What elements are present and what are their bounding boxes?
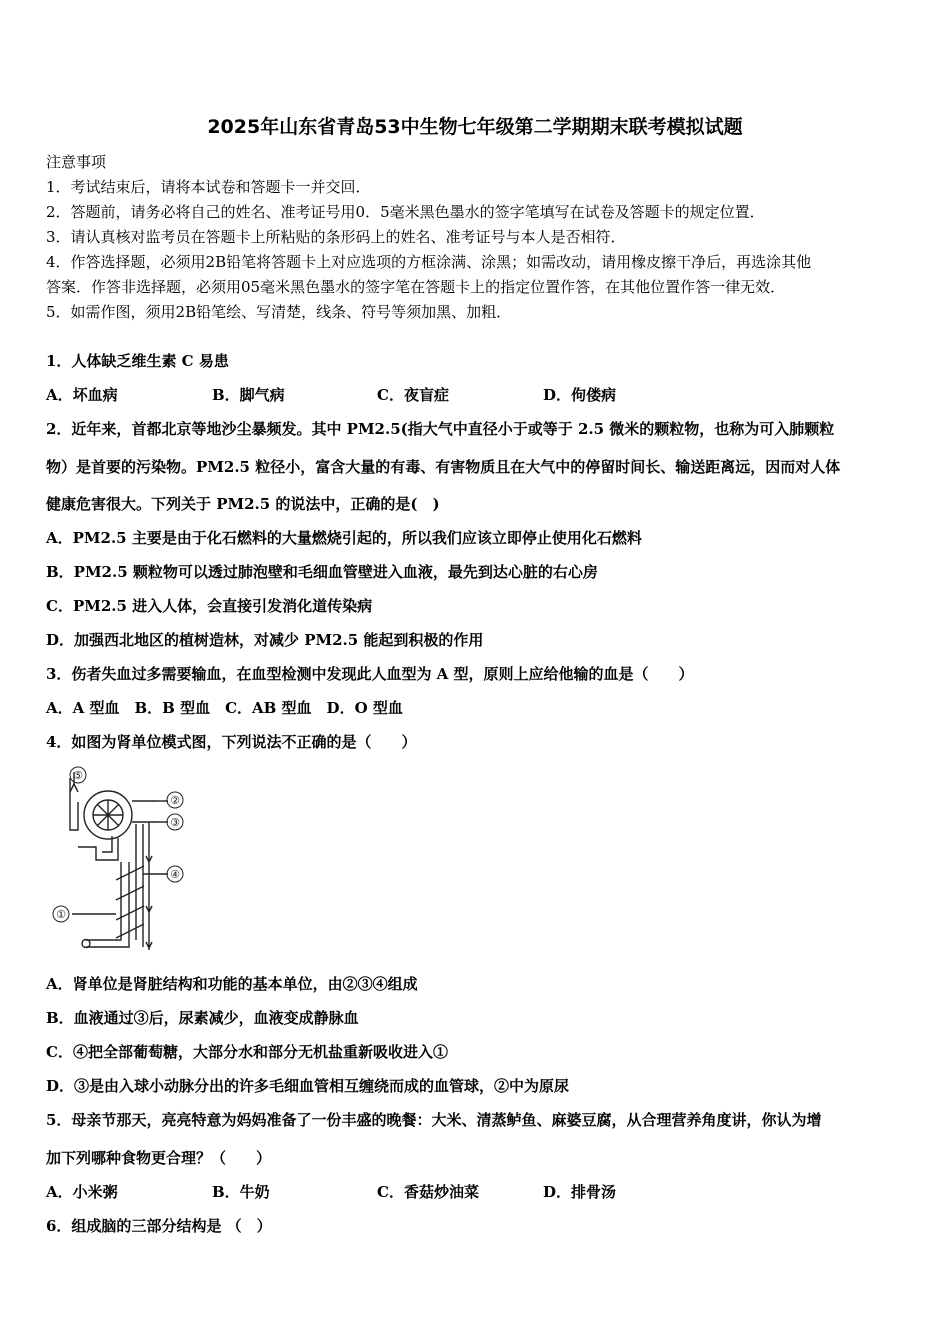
q4-option-d[interactable]: D．③是由入球小动脉分出的许多毛细血管相互缠绕而成的血管球，②中为原尿 — [46, 1077, 570, 1095]
q2-option-c[interactable]: C．PM2.5 进入人体，会直接引发消化道传染病 — [46, 597, 373, 615]
figure-label: ① — [56, 908, 66, 921]
q5-option-a[interactable]: A．小米粥 — [46, 1183, 118, 1201]
notice-item: 3．请认真核对监考员在答题卡上所粘贴的条形码上的姓名、准考证号与本人是否相符． — [46, 228, 626, 246]
question-1-stem: 1．人体缺乏维生素 C 易患 — [46, 352, 229, 370]
question-3-stem: 3．伤者失血过多需要输血，在血型检测中发现此人血型为 A 型，原则上应给他输的血是（ ） — [46, 665, 694, 683]
q1-option-b[interactable]: B．脚气病 — [212, 386, 285, 404]
figure-label: ④ — [170, 868, 180, 881]
q2-option-b[interactable]: B．PM2.5 颗粒物可以透过肺泡壁和毛细血管壁进入血液，最先到达心脏的右心房 — [46, 563, 598, 581]
notice-heading: 注意事项 — [46, 153, 107, 171]
notice-item: 答案．作答非选择题，必须用05毫米黑色墨水的签字笔在答题卡上的指定位置作答，在其他位置作答一律无效． — [46, 278, 786, 296]
q4-option-a[interactable]: A．肾单位是肾脏结构和功能的基本单位，由②③④组成 — [46, 975, 418, 993]
q1-option-d[interactable]: D．佝偻病 — [543, 386, 617, 404]
question-4-stem: 4．如图为肾单位模式图，下列说法不正确的是（ ） — [46, 733, 417, 751]
figure-label: ② — [170, 794, 180, 807]
question-2-stem-line: 健康危害很大。下列关于 PM2.5 的说法中，正确的是( ) — [46, 495, 440, 513]
q1-option-a[interactable]: A．坏血病 — [46, 386, 118, 404]
question-5-stem-line: 加下列哪种食物更合理？（ ） — [46, 1149, 272, 1167]
figure-label: ⑤ — [73, 769, 83, 782]
q2-option-a[interactable]: A．PM2.5 主要是由于化石燃料的大量燃烧引起的，所以我们应该立即停止使用化石燃料 — [46, 529, 642, 547]
figure-label: ③ — [170, 816, 180, 829]
q2-option-d[interactable]: D．加强西北地区的植树造林，对减少 PM2.5 能起到积极的作用 — [46, 631, 484, 649]
question-2-stem-line: 2．近年来，首都北京等地沙尘暴频发。其中 PM2.5(指大气中直径小于或等于 2.5 微米的颗粒物，也称为可入肺颗粒 — [46, 420, 835, 438]
q5-option-c[interactable]: C．香菇炒油菜 — [377, 1183, 479, 1201]
notice-item: 4．作答选择题，必须用2B铅笔将答题卡上对应选项的方框涂满、涂黑；如需改动，请用橡皮擦干净后，再选涂其他 — [46, 253, 812, 271]
exam-title: 2025年山东省青岛53中生物七年级第二学期期末联考模拟试题 — [207, 116, 743, 138]
nephron-diagram — [46, 762, 192, 952]
notice-item: 1．考试结束后，请将本试卷和答题卡一并交回． — [46, 178, 371, 196]
q5-option-b[interactable]: B．牛奶 — [212, 1183, 270, 1201]
notice-item: 5．如需作图，须用2B铅笔绘、写清楚，线条、符号等须加黑、加粗． — [46, 303, 512, 321]
question-6-stem: 6．组成脑的三部分结构是 （ ） — [46, 1217, 272, 1235]
q3-options[interactable]: A．A 型血 B．B 型血 C．AB 型血 D．O 型血 — [46, 699, 403, 717]
notice-item: 2．答题前，请务必将自己的姓名、准考证号用0．5毫米黑色墨水的签字笔填写在试卷及答题卡的规定位置． — [46, 203, 765, 221]
q5-option-d[interactable]: D．排骨汤 — [543, 1183, 617, 1201]
question-5-stem-line: 5．母亲节那天，亮亮特意为妈妈准备了一份丰盛的晚餐：大米、清蒸鲈鱼、麻婆豆腐，从合理营养角度讲，你认为增 — [46, 1111, 822, 1129]
q4-option-b[interactable]: B．血液通过③后，尿素减少，血液变成静脉血 — [46, 1009, 359, 1027]
q1-option-c[interactable]: C．夜盲症 — [377, 386, 449, 404]
question-2-stem-line: 物）是首要的污染物。PM2.5 粒径小，富含大量的有毒、有害物质且在大气中的停留时间长、输送距离远，因而对人体 — [46, 458, 841, 476]
q4-option-c[interactable]: C．④把全部葡萄糖，大部分水和部分无机盐重新吸收进入① — [46, 1043, 448, 1061]
